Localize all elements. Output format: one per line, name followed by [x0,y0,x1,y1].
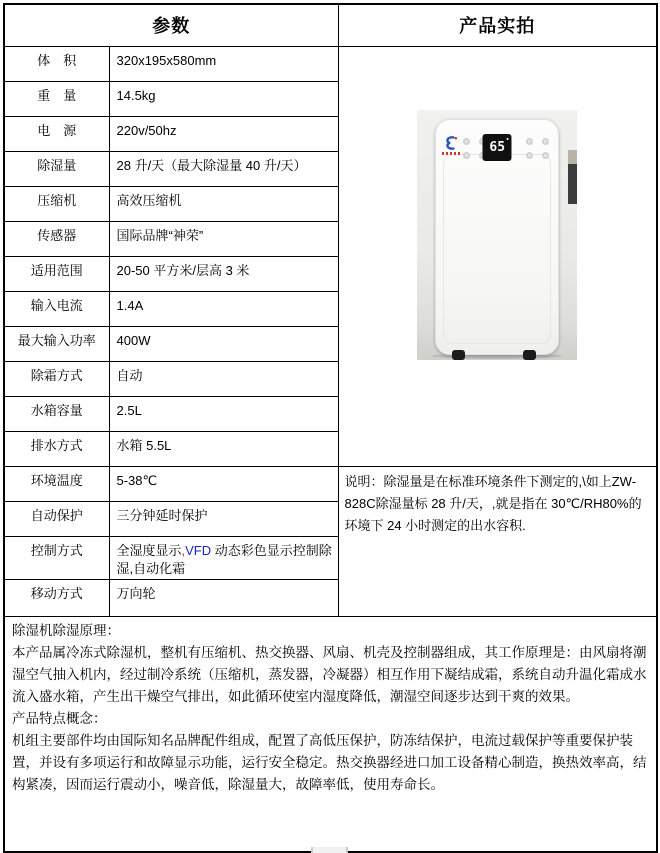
spec-label: 环境温度 [4,466,109,501]
spec-value: 320x195x580mm [109,46,338,81]
spec-label: 除湿量 [4,151,109,186]
spec-label: 输入电流 [4,291,109,326]
parameters-header: 参数 [4,4,338,46]
spec-label: 体 积 [4,46,109,81]
spec-value: 20-50 平方米/层高 3 米 [109,256,338,291]
caster-wheel [523,350,536,360]
control-mode-vfd: VFD [185,542,212,558]
spec-value: 28 升/天（最大除湿量 40 升/天） [109,151,338,186]
spec-label: 自动保护 [4,501,109,536]
spec-label: 最大输入功率 [4,326,109,361]
panel-button-icon [526,152,533,159]
principle-body: 本产品属冷冻式除湿机，整机有压缩机、热交换器、风扇、机壳及控制器组成，其工作原理是：由风扇将潮湿空气抽入机内，经过制冷系统（压缩机，蒸发器，冷凝器）相互作用下凝结成霜，系统自动升温化霜成水流入盛水箱，产生出干燥空气排出，如此循环使室内湿度降低，潮湿空间逐步达到干爽的效果。 [12,644,647,704]
product-photo [339,47,657,459]
caster-wheel [452,350,465,360]
spec-label: 控制方式 [4,536,109,579]
dehumidifier-body [435,119,559,355]
spec-value: 14.5kg [109,81,338,116]
control-mode-pre: 全湿度显示 [116,542,182,558]
spec-label: 电 源 [4,116,109,151]
spec-label: 压缩机 [4,186,109,221]
panel-button-icon [463,138,470,145]
spec-value: 2.5L [109,396,338,431]
features-body: 机组主要部件均由国际知名品牌配件组成，配置了高低压保护，防冻结保护，电流过载保护等重要保护装置，并设有多项运行和故障显示功能，运行安全稳定。热交换器经进口加工设备精心制造，换热效率高，结构紧凑，因而运行震动小，噪音低，除湿量大，故障率低，使用寿命长。 [12,732,647,792]
spec-value: 国际品牌“神荣” [109,221,338,256]
table-row [4,466,657,501]
product-photo-cell [338,46,657,466]
background-dark-object [568,164,577,204]
features-title: 产品特点概念： [12,710,107,726]
spec-label: 排水方式 [4,431,109,466]
spec-value-control-mode [109,536,338,579]
scrollbar-thumb[interactable] [311,847,348,853]
brand-logo-text [442,152,460,155]
spec-label: 移动方式 [4,579,109,616]
panel-button-icon [542,152,549,159]
panel-button-icon [463,152,470,159]
front-panel-outline [443,154,551,344]
spec-value: 220v/50hz [109,116,338,151]
spec-value: 1.4A [109,291,338,326]
spec-value: 400W [109,326,338,361]
principle-title: 除湿机除湿原理： [12,622,120,638]
panel-buttons-right [526,138,549,159]
table-header-row [4,4,657,46]
spec-label: 重 量 [4,81,109,116]
panel-button-icon [542,138,549,145]
control-mode-post: 动态彩色显示控制除湿,自动化霜 [116,542,332,576]
spec-value: 万向轮 [109,579,338,616]
spec-label: 适用范围 [4,256,109,291]
spec-value: 高效压缩机 [109,186,338,221]
panel-button-icon [526,138,533,145]
product-photo-header: 产品实拍 [338,4,657,46]
spec-value: 三分钟延时保护 [109,501,338,536]
brand-logo-icon [443,135,459,151]
description-row [4,616,657,852]
spec-label: 传感器 [4,221,109,256]
product-description [4,616,657,852]
spec-value: 水箱 5.5L [109,431,338,466]
spec-value: 5-38℃ [109,466,338,501]
humidity-display: 65 [483,134,512,161]
photo-background [417,110,577,360]
control-mode-comma: , [181,542,186,558]
table-row [4,46,657,81]
control-panel [436,132,558,168]
measurement-note: 说明：除湿量是在标准环境条件下测定的,\如上ZW-828C除湿量标 28 升/天，,就是指在 30℃/RH80%的环境下 24 小时测定的出水容积. [338,466,657,616]
spec-label: 除霜方式 [4,361,109,396]
spec-table [3,3,658,853]
background-shelf [568,150,577,164]
spec-label: 水箱容量 [4,396,109,431]
spec-value: 自动 [109,361,338,396]
